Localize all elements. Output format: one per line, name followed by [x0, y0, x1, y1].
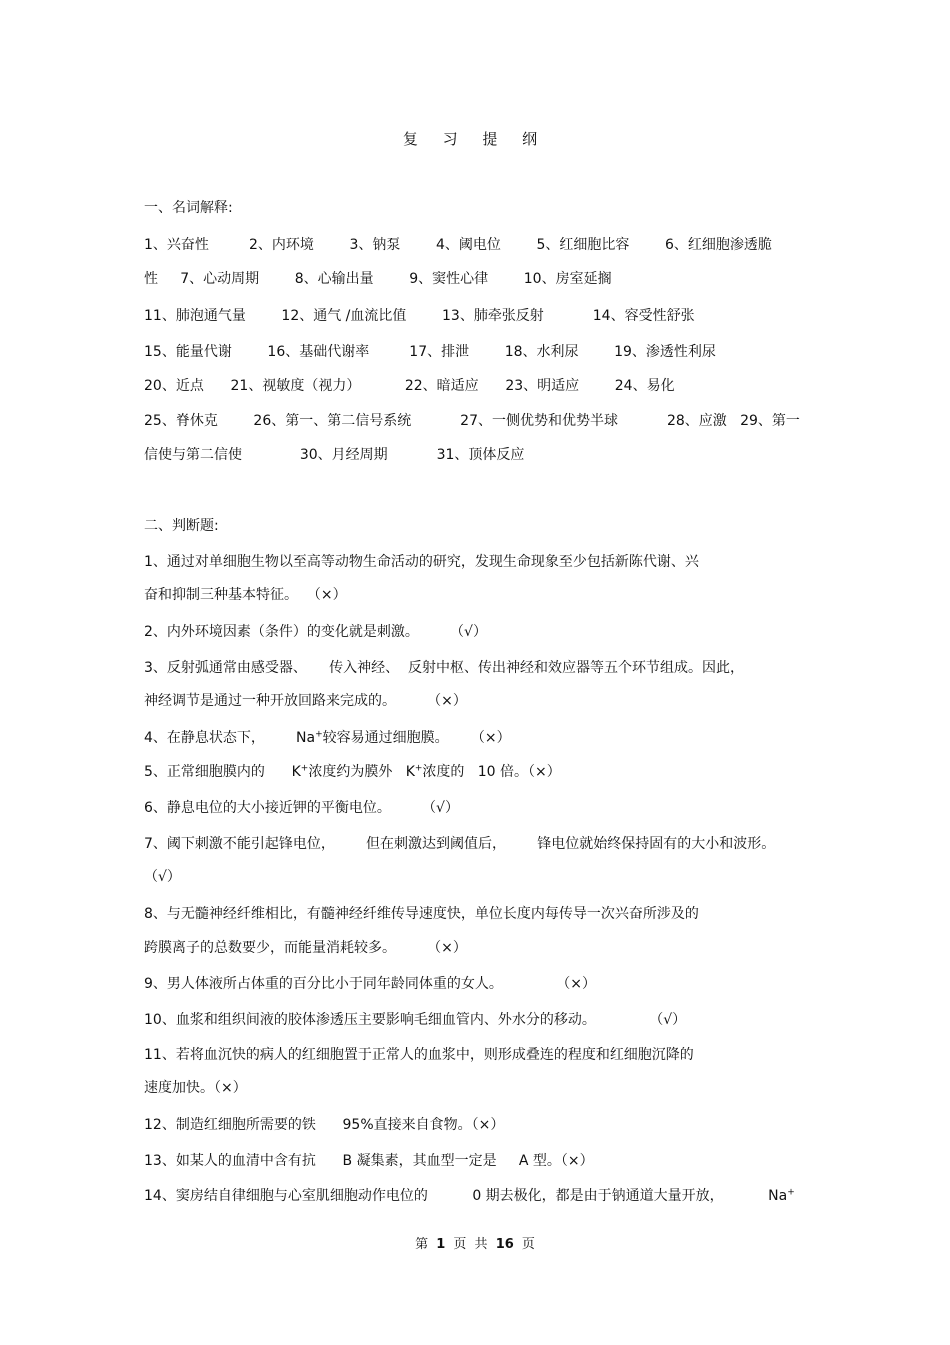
question-line: 7、阈下刺激不能引起锋电位， 但在刺激达到阈值后， 锋电位就始终保持固有的大小和波形。 [144, 836, 776, 852]
question-line [144, 762, 561, 782]
question-line: 10、血浆和组织间液的胶体渗透压主要影响毛细血管内、外水分的移动。 （√） [144, 1012, 687, 1028]
question-line: 12、制造红细胞所需要的铁 95%直接来自食物。（×） [144, 1117, 505, 1133]
term-line: 性 7、心动周期 8、心输出量 9、窦性心律 10、房室延搁 [144, 271, 612, 287]
question-line: 9、男人体液所占体重的百分比小于同年龄同体重的女人。 （×） [144, 976, 597, 992]
question-line: 2、内外环境因素（条件）的变化就是刺激。 （√） [144, 624, 487, 640]
question-line: 8、与无髓神经纤维相比，有髓神经纤维传导速度快，单位长度内每传导一次兴奋所涉及的 [144, 906, 699, 922]
question-line [144, 1186, 795, 1206]
page-number: 1 [436, 1237, 446, 1252]
footer-text: 页 [521, 1237, 535, 1252]
section-heading-judge: 二、判断题: [144, 518, 219, 534]
question-text: 5、正常细胞膜内的 K [144, 764, 301, 780]
superscript: + [787, 1187, 795, 1198]
term-line: 25、脊休克 26、第一、第二信号系统 27、一侧优势和优势半球 28、应激 29、第一 [144, 413, 800, 429]
superscript: + [315, 729, 323, 740]
superscript: + [414, 763, 423, 774]
superscript: + [300, 763, 309, 774]
term-line: 信使与第二信使 30、月经周期 31、顶体反应 [144, 447, 525, 463]
question-line: 11、若将血沉快的病人的红细胞置于正常人的血浆中，则形成叠连的程度和红细胞沉降的 [144, 1047, 694, 1063]
term-line: 15、能量代谢 16、基础代谢率 17、排泄 18、水利尿 19、渗透性利尿 [144, 344, 716, 360]
term-line: 20、近点 21、视敏度（视力） 22、暗适应 23、明适应 24、易化 [144, 378, 675, 394]
question-line: 神经调节是通过一种开放回路来完成的。 （×） [144, 693, 467, 709]
question-text: 4、在静息状态下， Na [144, 730, 316, 746]
question-text: 14、窦房结自律细胞与心室肌细胞动作电位的 0 期去极化，都是由于钠通道大量开放， Na [144, 1188, 788, 1204]
question-line: 奋和抑制三种基本特征。 （×） [144, 587, 347, 603]
question-line: 6、静息电位的大小接近钾的平衡电位。 （√） [144, 800, 459, 816]
question-line: 速度加快。（×） [144, 1080, 247, 1096]
question-text: 浓度约为膜外 K [308, 764, 415, 780]
footer-text: 页 共 [453, 1237, 488, 1252]
page-title: 复 习 提 纲 [402, 130, 548, 148]
page-footer [0, 1233, 950, 1252]
footer-text: 第 [415, 1237, 429, 1252]
term-line: 11、肺泡通气量 12、通气 /血流比值 13、肺牵张反射 14、容受性舒张 [144, 308, 695, 324]
question-line: （√） [144, 869, 181, 885]
question-line [144, 728, 511, 748]
question-line: 3、反射弧通常由感受器、 传入神经、 反射中枢、传出神经和效应器等五个环节组成。因此， [144, 660, 745, 676]
question-line: 1、通过对单细胞生物以至高等动物生命活动的研究，发现生命现象至少包括新陈代谢、兴 [144, 554, 699, 570]
question-line: 跨膜离子的总数要少，而能量消耗较多。 （×） [144, 940, 467, 956]
question-text: 较容易通过细胞膜。 （×） [322, 730, 511, 746]
term-line: 1、兴奋性 2、内环境 3、钠泵 4、阈电位 5、红细胞比容 6、红细胞渗透脆 [144, 237, 772, 253]
question-text: 浓度的 10 倍。（×） [422, 764, 561, 780]
question-line: 13、如某人的血清中含有抗 B 凝集素，其血型一定是 A 型。（×） [144, 1153, 594, 1169]
section-heading-terms: 一、名词解释: [144, 200, 233, 216]
page-total: 16 [495, 1237, 514, 1252]
